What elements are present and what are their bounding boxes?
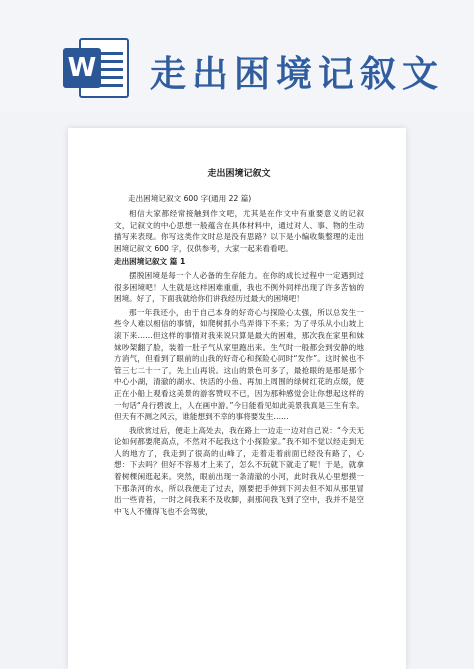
body-paragraph: 摆脱困境是每一个人必备的生存能力。在你的成长过程中一定遇到过很多困境吧！人生就是这样困难重重，我也不例外同样出现了许多苦恼的困境。好了，下面我就给你们讲我经历过最大的困境吧！ — [114, 270, 364, 304]
body-paragraph: 我欣赏过后，便走上高处去，我在路上一边走一边对自己说：“今天无论如何都要爬高点，不然对不起我这个小探险家。”我不知不觉以经走到无人的地方了，我走到了很高的山峰了，走着走着前面已经没有路了，心想：下去吗？但好不容易才上来了，怎么不玩就下就走了呢！于是，就拿着树棵闲逛起来。突然，眼前出现一条清澈的小河，此时我从心里想摸一下那条河的水，所以我便走了过去，刚要把手伸到下河去但不知从那里冒出一些青苔，一时之间我来不及收脚，刹那间我飞到了空中，我并不是空中飞人不懂得飞也不会驾驶， — [114, 425, 364, 516]
body-paragraph: 那一年我还小，由于自己本身的好奇心与探险心太强，所以总发生一些令人难以相信的事情，如爬树抓小鸟弄得下不来；为了寻乐从小山坡上滚下来……但这样的事情对我来说只算是最大的困难，那次我在家里和妹妹吵架翻了脸，装着一肚子气从家里跑出来。生气时一般都会到安静的地方消气，但看到了眼前的山我的好奇心和探险心同时“发作”。这时候也不管三七二十一了，先上山再说。这山的景色可多了，最抢眼的是那是那个中心小湖，清澈的湖水、快活的小鱼、再加上周围的绿树红花的点缀，使正在小船上观看这美景的游客赞叹不已，因为那种感觉会让你想起这样的一句话“舟行碧波上，人在画中游。”今日能看见如此美景我真是三生有幸。但天有不测之风云，谁能想到不幸的事将要发生…… — [114, 307, 364, 422]
document-page — [68, 128, 406, 669]
header-banner — [0, 0, 474, 112]
word-logo-badge: W — [63, 48, 101, 88]
document-body — [114, 166, 364, 519]
banner-title: 走出困境记叙文 — [150, 54, 445, 95]
word-document-icon — [63, 38, 133, 98]
intro-paragraph: 相信大家都经常接触到作文吧，尤其是在作文中有重要意义的记叙文，记叙文的中心思想一般蕴含在具体材料中，通过对人、事、物的生动描写来表现。你写这类作文时总是没有思路？以下是小编收集整理的走出困境记叙文 600 字，仅供参考，大家一起来看看吧。 — [114, 209, 364, 253]
document-subtitle: 走出困境记叙文 600 字(通用 22 篇) — [128, 194, 252, 203]
document-title: 走出困境记叙文 — [207, 169, 271, 179]
section-heading: 走出困境记叙文 篇 1 — [114, 257, 186, 267]
